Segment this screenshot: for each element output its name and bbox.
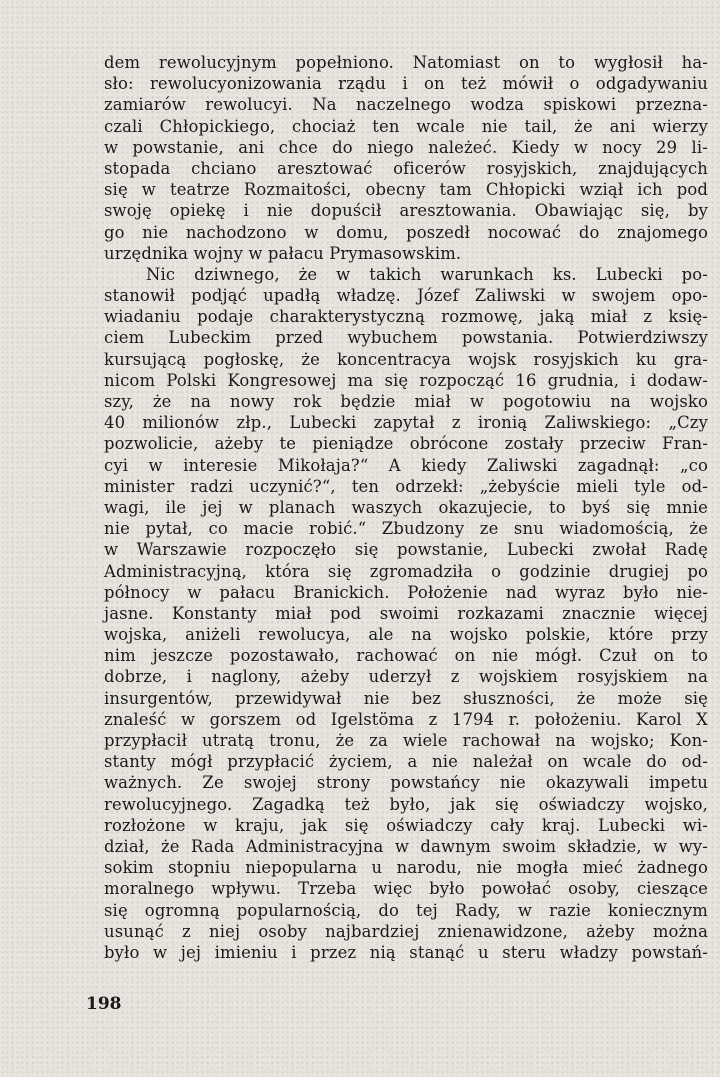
text-line-3: zamiarów rewolucyi. Na naczelnego wodza spiskowi przezna- xyxy=(104,95,708,115)
text-line-16: nicom Polski Kongresowej ma się rozpocząć 16 grudnia, i dodaw- xyxy=(104,370,708,390)
text-line-21: minister radzi uczynić?“, ten odrzekł: „żebyście mieli tyle od- xyxy=(104,476,708,496)
text-line-23: nie pytał, co macie robić.“ Zbudzony ze snu wiadomością, że xyxy=(104,519,708,539)
text-line-36: rewolucyjnego. Zagadką też było, jak się oświadczy wojsko, xyxy=(104,794,708,814)
text-line-11: Nic dziwnego, że w takich warunkach ks. Lubecki po- xyxy=(146,264,708,284)
body-text xyxy=(104,52,708,963)
text-line-26: północy w pałacu Branickich. Położenie nad wyraz było nie- xyxy=(104,582,708,602)
text-line-14: ciem Lubeckim przed wybuchem powstania. Potwierdziwszy xyxy=(104,328,708,348)
text-line-28: wojska, aniżeli rewolucya, ale na wojsko polskie, które przy xyxy=(104,625,708,645)
text-line-34: stanty mógł przypłacić życiem, a nie należał on wcale do od- xyxy=(104,752,708,772)
text-line-29: nim jeszcze pozostawało, rachować on nie mógł. Czuł on to xyxy=(104,646,708,666)
text-line-39: sokim stopniu niepopularna u narodu, nie mogła mieć żadnego xyxy=(104,858,708,878)
text-line-12: stanowił podjąć upadłą władzę. Józef Zaliwski w swojem opo- xyxy=(104,286,708,306)
text-line-19: pozwolicie, ażeby te pieniądze obrócone zostały przeciw Fran- xyxy=(104,434,708,454)
text-line-24: w Warszawie rozpoczęło się powstanie, Lubecki zwołał Radę xyxy=(104,540,708,560)
text-line-41: się ogromną popularnością, do tej Rady, w razie koniecznym xyxy=(104,900,708,920)
text-line-35: ważnych. Ze swojej strony powstańcy nie okazywali impetu xyxy=(104,773,708,793)
text-line-5: w powstanie, ani chce do niego należeć. Kiedy w nocy 29 li- xyxy=(104,137,708,157)
text-line-22: wagi, ile jej w planach waszych okazujecie, to byś się mnie xyxy=(104,497,708,517)
text-line-42: usunąć z niej osoby najbardziej znienawidzone, ażeby można xyxy=(104,921,708,941)
text-line-17: szy, że na nowy rok będzie miał w pogotowiu na wojsko xyxy=(104,392,708,411)
text-line-43: było w jej imieniu i przez nią stanąć u steru władzy powstań- xyxy=(104,942,708,962)
text-line-8: swoję opiekę i nie dopuścił aresztowania. Obawiając się, by xyxy=(104,201,708,221)
text-line-32: znaleść w gorszem od Igelstöma z 1794 r. położeniu. Karol X xyxy=(104,709,708,729)
text-line-6: stopada chciano aresztować oficerów rosyjskich, znajdujących xyxy=(104,158,708,178)
text-line-27: jasne. Konstanty miał pod swoimi rozkazami znacznie więcej xyxy=(104,603,708,623)
text-line-2: sło: rewolucyonizowania rządu i on też mówił o odgadywaniu xyxy=(104,74,708,94)
text-line-4: czali Chłopickiego, chociaż ten wcale nie tail, że ani wierzy xyxy=(104,116,708,136)
text-line-1: dem rewolucyjnym popełniono. Natomiast on to wygłosił ha- xyxy=(104,53,708,72)
text-line-18: 40 milionów złp., Lubecki zapytał z ironią Zaliwskiego: „Czy xyxy=(104,413,708,433)
text-line-38: dział, że Rada Administracyjna w dawnym swoim składzie, w wy- xyxy=(104,836,708,856)
text-line-33: przypłacił utratą tronu, że za wiele rachował na wojsko; Kon- xyxy=(104,731,708,750)
text-line-7: się w teatrze Rozmaitości, obecny tam Chłopicki wziął ich pod xyxy=(104,180,708,200)
text-line-31: insurgentów, przewidywał nie bez słuszności, że może się xyxy=(104,688,708,708)
text-line-20: cyi w interesie Mikołaja?“ A kiedy Zaliwski zagadnął: „co xyxy=(104,455,708,475)
text-line-13: wiadaniu podaje charakterystyczną rozmowę, jaką miał z księ- xyxy=(104,307,708,327)
text-line-40: moralnego wpływu. Trzeba więc było powołać osoby, cieszące xyxy=(104,879,708,899)
text-line-10: urzędnika wojny w pałacu Prymasowskim. xyxy=(104,243,462,263)
text-line-30: dobrze, i naglony, ażeby uderzył z wojskiem rosyjskiem na xyxy=(104,667,708,687)
page-number: 198 xyxy=(86,994,122,1014)
text-line-25: Administracyjną, która się zgromadziła o godzinie drugiej po xyxy=(104,561,708,581)
text-line-9: go nie nachodzono w domu, poszedł nocować do znajomego xyxy=(104,222,708,242)
text-line-37: rozłożone w kraju, jak się oświadczy cały kraj. Lubecki wi- xyxy=(104,815,708,835)
text-line-15: kursującą pogłoskę, że koncentracya wojsk rosyjskich ku gra- xyxy=(104,349,708,369)
